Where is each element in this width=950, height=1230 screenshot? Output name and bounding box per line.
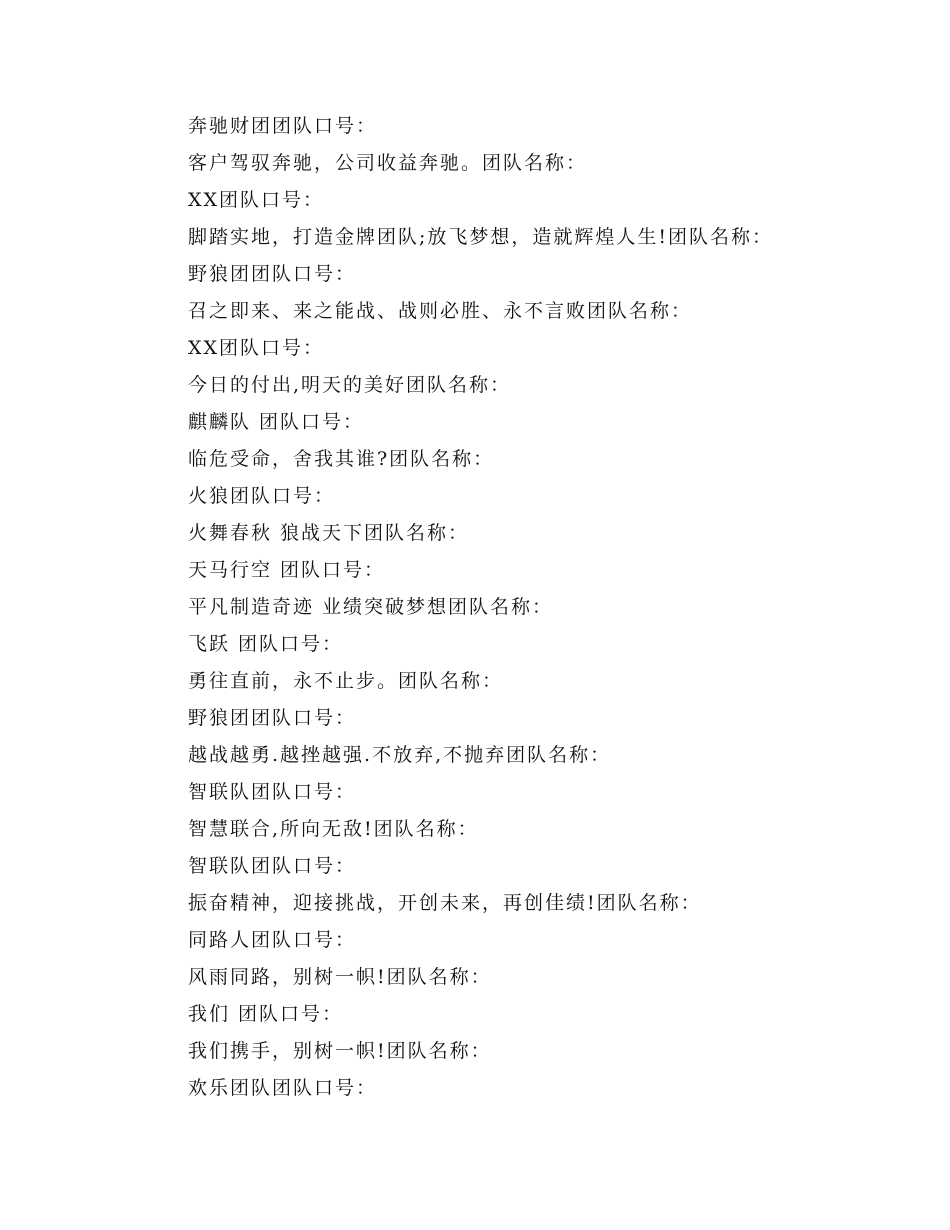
text-line: 同路人团队口号： <box>188 929 357 951</box>
text-line: 勇往直前，永不止步。团队名称： <box>188 670 504 692</box>
text-line: 奔驰财团团队口号： <box>188 115 378 137</box>
text-line: 智联队团队口号： <box>188 855 357 877</box>
text-line: 风雨同路，别树一帜!团队名称： <box>188 966 492 988</box>
text-line: 欢乐团队团队口号： <box>188 1077 378 1099</box>
text-line: 天马行空 团队口号： <box>188 559 386 581</box>
text-line: 越战越勇.越挫越强.不放弃,不抛弃团队名称： <box>188 744 612 766</box>
text-line: 我们携手，别树一帜!团队名称： <box>188 1040 492 1062</box>
text-line: XX团队口号： <box>188 189 325 211</box>
text-line: XX团队口号： <box>188 337 325 359</box>
text-line: 火狼团队口号： <box>188 485 336 507</box>
text-line: 召之即来、来之能战、战则必胜、永不言败团队名称： <box>188 300 693 322</box>
text-line: 麒麟队 团队口号： <box>188 411 365 433</box>
document-body <box>188 108 888 1107</box>
text-line: 脚踏实地，打造金牌团队;放飞梦想，造就辉煌人生!团队名称： <box>188 226 774 248</box>
text-line: 客户驾驭奔驰，公司收益奔驰。团队名称： <box>188 152 588 174</box>
text-line: 今日的付出,明天的美好团队名称： <box>188 374 512 396</box>
text-line: 我们 团队口号： <box>188 1003 344 1025</box>
text-line: 临危受命，舍我其谁?团队名称： <box>188 448 495 470</box>
text-line: 飞跃 团队口号： <box>188 633 344 655</box>
text-line: 野狼团团队口号： <box>188 263 357 285</box>
text-line: 火舞春秋 狼战天下团队名称： <box>188 522 470 544</box>
text-line: 野狼团团队口号： <box>188 707 357 729</box>
text-line: 智慧联合,所向无敌!团队名称： <box>188 818 479 840</box>
text-line: 智联队团队口号： <box>188 781 357 803</box>
text-line: 平凡制造奇迹 业绩突破梦想团队名称： <box>188 596 554 618</box>
text-line: 振奋精神，迎接挑战，开创未来，再创佳绩!团队名称： <box>188 892 702 914</box>
